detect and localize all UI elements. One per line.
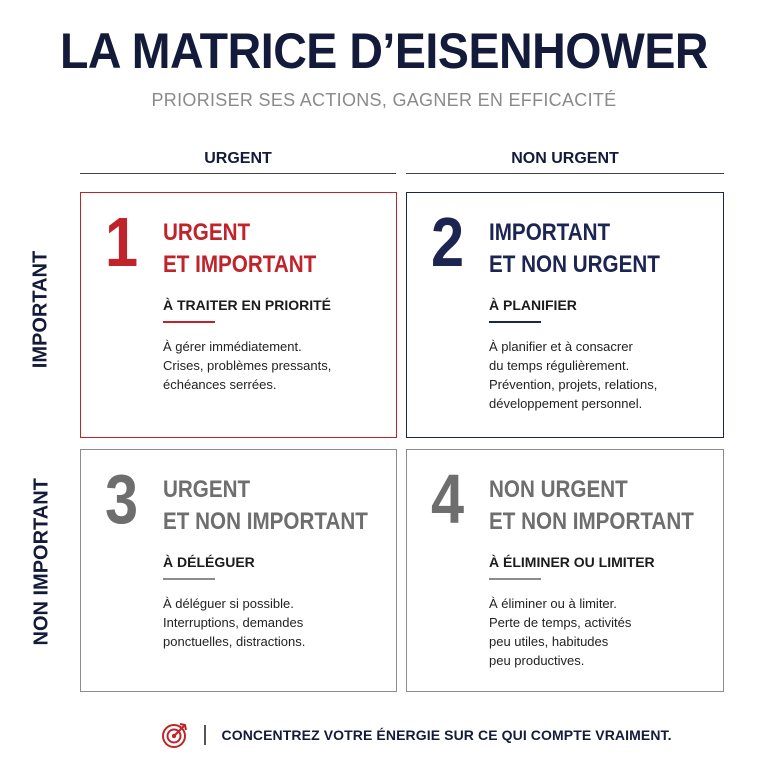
action-underline — [163, 321, 215, 323]
quadrant-heading-line: ET NON IMPORTANT — [163, 508, 368, 535]
quadrant-urgent-important — [80, 192, 397, 438]
quadrant-urgent-not-important — [80, 449, 397, 692]
description-line: Crises, problèmes pressants, — [163, 358, 332, 373]
quadrant-action: À PLANIFIER — [489, 297, 577, 313]
description-line: développement personnel. — [489, 396, 643, 411]
description-line: peu productives. — [489, 653, 585, 668]
row-header-important: IMPORTANT — [29, 250, 52, 369]
description-line: À gérer immédiatement. — [163, 339, 302, 354]
quadrant-heading — [489, 217, 660, 281]
description-line: À déléguer si possible. — [163, 596, 294, 611]
quadrant-action: À TRAITER EN PRIORITÉ — [163, 297, 332, 313]
page-subtitle: PRIORISER SES ACTIONS, GAGNER EN EFFICACITÉ — [151, 90, 617, 110]
quadrant-not-urgent-not-important — [406, 449, 724, 692]
quadrant-heading-line: ET IMPORTANT — [163, 251, 317, 278]
description-line: Interruptions, demandes — [163, 615, 304, 630]
action-underline — [163, 578, 215, 580]
quadrant-action: À ÉLIMINER OU LIMITER — [489, 554, 655, 570]
column-header-urgent: URGENT — [80, 150, 396, 174]
row-header-non-important: NON IMPORTANT — [30, 478, 53, 646]
quadrant-number: 4 — [431, 460, 465, 538]
quadrant-heading — [163, 217, 316, 281]
quadrant-heading-line: NON URGENT — [489, 476, 628, 503]
description-line: À planifier et à consacrer — [489, 339, 633, 354]
quadrant-heading-line: URGENT — [163, 476, 251, 503]
description-line: Perte de temps, activités — [489, 615, 632, 630]
quadrant-heading-line: URGENT — [163, 219, 251, 246]
quadrant-heading-line: IMPORTANT — [489, 219, 611, 246]
description-line: ponctuelles, distractions. — [163, 634, 306, 649]
quadrant-heading-line: ET NON IMPORTANT — [489, 508, 694, 535]
description-line: Prévention, projets, relations, — [489, 377, 658, 392]
quadrant-important-not-urgent — [406, 192, 724, 438]
target-icon — [160, 720, 190, 750]
quadrant-description — [489, 337, 657, 413]
quadrant-number: 2 — [431, 203, 465, 281]
quadrant-heading — [489, 474, 694, 538]
quadrant-description — [489, 594, 631, 670]
quadrant-number: 1 — [105, 203, 139, 281]
description-line: du temps régulièrement. — [489, 358, 630, 373]
footer-divider — [204, 725, 206, 745]
action-underline — [489, 321, 541, 323]
quadrant-description — [163, 337, 331, 394]
footer — [160, 720, 672, 750]
quadrant-description — [163, 594, 305, 651]
footer-text: CONCENTREZ VOTRE ÉNERGIE SUR CE QUI COMPTE VRAIMENT. — [221, 727, 672, 743]
action-underline — [489, 578, 541, 580]
description-line: échéances serrées. — [163, 377, 277, 392]
quadrant-heading-line: ET NON URGENT — [489, 251, 660, 278]
description-line: peu utiles, habitudes — [489, 634, 609, 649]
quadrant-heading — [163, 474, 368, 538]
description-line: À éliminer ou à limiter. — [489, 596, 617, 611]
quadrant-number: 3 — [105, 460, 139, 538]
page-title: LA MATRICE D’EISENHOWER — [59, 23, 709, 79]
quadrant-action: À DÉLÉGUER — [163, 554, 255, 570]
column-header-non-urgent: NON URGENT — [406, 150, 724, 174]
